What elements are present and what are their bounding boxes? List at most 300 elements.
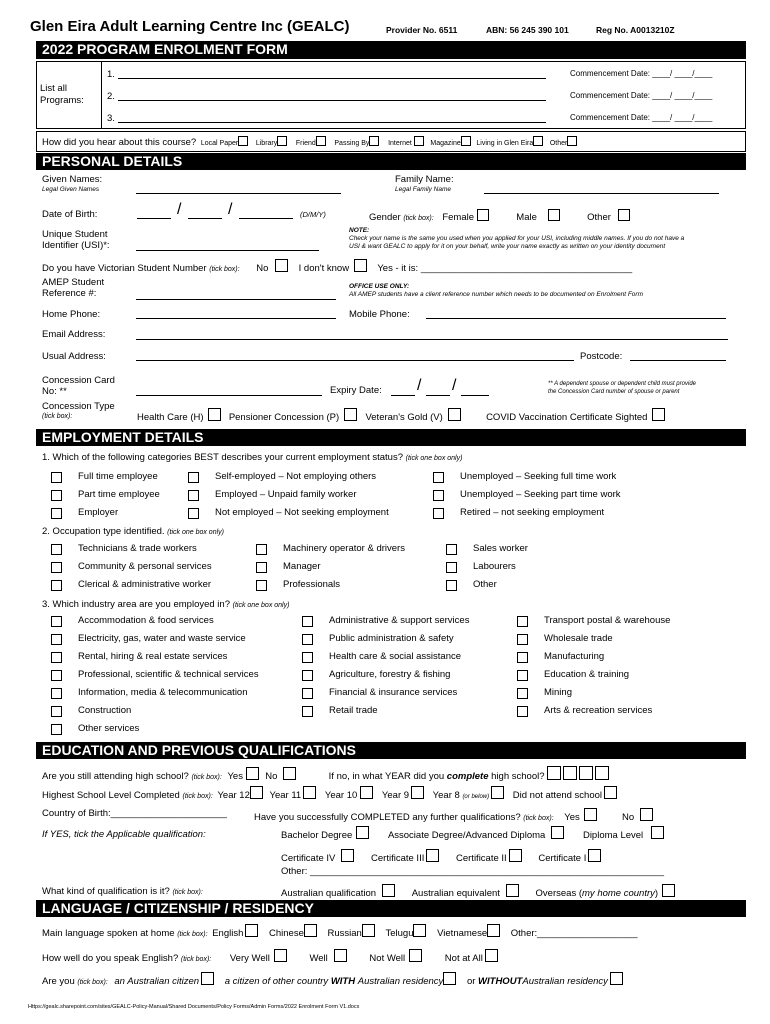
mobile-phone-label: Mobile Phone: bbox=[349, 309, 410, 320]
industry-option-label: Mining bbox=[544, 687, 572, 698]
vsn-row bbox=[42, 259, 632, 274]
hear-option-label: Living in Glen Eira bbox=[476, 140, 534, 147]
gender-other-checkbox[interactable] bbox=[618, 209, 630, 221]
hs-row bbox=[42, 766, 609, 782]
form-title-bar bbox=[36, 41, 746, 59]
employment-status-checkbox[interactable] bbox=[51, 508, 62, 519]
industry-option-label: Education & training bbox=[544, 669, 630, 680]
employment-status-checkbox[interactable] bbox=[433, 472, 444, 483]
industry-checkbox[interactable] bbox=[51, 670, 62, 681]
pensioner-checkbox[interactable] bbox=[344, 408, 357, 421]
occupation-checkbox[interactable] bbox=[51, 562, 62, 573]
citizen-without-post: Australian residency bbox=[522, 976, 608, 987]
gender-row bbox=[369, 209, 630, 223]
year-digit-box-4[interactable] bbox=[595, 766, 609, 780]
kind-equivalent-checkbox[interactable] bbox=[506, 884, 519, 897]
year12-checkbox[interactable] bbox=[250, 786, 263, 799]
legal-given-label: Legal Given Names bbox=[42, 186, 100, 193]
q1-row bbox=[42, 452, 462, 463]
expiry-slash-2: / bbox=[452, 377, 457, 394]
postcode-field[interactable] bbox=[630, 360, 726, 361]
covid-checkbox[interactable] bbox=[652, 408, 665, 421]
industry-checkbox[interactable] bbox=[517, 634, 528, 645]
dob-format: (D/M/Y) bbox=[300, 210, 326, 219]
occupation-option-label: Manager bbox=[283, 561, 321, 572]
education-heading-bar bbox=[36, 742, 746, 759]
cert-iii-checkbox[interactable] bbox=[426, 849, 439, 862]
overseas-pre: Overseas ( bbox=[535, 888, 583, 899]
lang-vietnamese-label: Vietnamese bbox=[437, 928, 488, 939]
citizenship-row bbox=[42, 972, 623, 987]
kind-tick-note: (tick box): bbox=[172, 889, 203, 896]
qual-diploma-checkbox[interactable] bbox=[651, 826, 664, 839]
industry-checkbox[interactable] bbox=[302, 652, 313, 663]
industry-checkbox[interactable] bbox=[517, 652, 528, 663]
given-names-field[interactable] bbox=[136, 193, 341, 194]
occupation-option-label: Professionals bbox=[283, 579, 341, 590]
family-name-label: Family Name: bbox=[395, 174, 454, 185]
occupation-option-label: Community & personal services bbox=[78, 561, 212, 572]
hear-option-label: Internet bbox=[388, 140, 412, 147]
qual-diploma-label: Diploma Level bbox=[582, 830, 644, 841]
speak-question: How well do you speak English? bbox=[42, 953, 179, 964]
health-care-label: Health Care (H) bbox=[137, 412, 204, 423]
hear-option-library[interactable] bbox=[256, 140, 287, 147]
hear-option-label: Passing By bbox=[334, 140, 370, 147]
footer-path: Https://gealc.sharepoint.com/sites/GEALC-Policy-Manual/Shared Documents/Policy Forms/Admin Forms/2022 Enrolment Form V1.docx bbox=[28, 1004, 360, 1010]
employment-status-option-label: Part time employee bbox=[78, 489, 160, 500]
speak-well-checkbox[interactable] bbox=[334, 949, 347, 962]
address-label: Usual Address: bbox=[42, 351, 106, 362]
industry-option-label: Rental, hiring & real estate services bbox=[78, 651, 228, 662]
vsn-no-label: No bbox=[256, 263, 269, 274]
dob-year-field[interactable] bbox=[239, 218, 293, 219]
veterans-checkbox[interactable] bbox=[448, 408, 461, 421]
program-3-num: 3. bbox=[107, 113, 115, 124]
usi-note-line-1: Check your name is the same you used when you applied for your USI, including middle names. If you do not have a bbox=[349, 235, 685, 242]
dob-label: Date of Birth: bbox=[42, 209, 98, 220]
program-2-num: 2. bbox=[107, 91, 115, 102]
hear-option-internet[interactable] bbox=[388, 140, 424, 147]
further-no-checkbox[interactable] bbox=[640, 808, 653, 821]
qual-associate-checkbox[interactable] bbox=[551, 826, 564, 839]
hear-option-label: Local Paper bbox=[200, 140, 239, 147]
email-label: Email Address: bbox=[42, 329, 106, 340]
year-q-post: high school? bbox=[491, 771, 545, 782]
employment-status-option-label: Retired – not seeking employment bbox=[460, 507, 605, 518]
expiry-slash-1: / bbox=[417, 377, 422, 394]
q2-row bbox=[42, 526, 224, 537]
industry-checkbox[interactable] bbox=[51, 652, 62, 663]
occupation-option-label: Clerical & administrative worker bbox=[78, 579, 212, 590]
qual-bachelor-label: Bachelor Degree bbox=[281, 830, 353, 841]
checkbox[interactable] bbox=[414, 136, 424, 146]
dependant-note-2: the Concession Card number of spouse or parent bbox=[548, 389, 680, 395]
year11-checkbox[interactable] bbox=[303, 786, 316, 799]
q1-question: 1. Which of the following categories BEST describes your current employment status? bbox=[42, 452, 403, 463]
further-yes-checkbox[interactable] bbox=[584, 808, 597, 821]
occupation-checkbox[interactable] bbox=[446, 580, 457, 591]
year9-label: Year 9 bbox=[381, 790, 410, 801]
lang-russian-label: Russian bbox=[327, 928, 362, 939]
abn: ABN: 56 245 390 101 bbox=[486, 25, 569, 35]
industry-option-label: Professional, scientific & technical services bbox=[78, 669, 259, 680]
hear-option-other[interactable] bbox=[550, 140, 578, 147]
industry-option-label: Transport postal & warehouse bbox=[544, 615, 671, 626]
further-question: Have you successfully COMPLETED any further qualifications? bbox=[254, 812, 521, 823]
occupation-option-label: Other bbox=[473, 579, 497, 590]
speak-not-well-checkbox[interactable] bbox=[409, 949, 422, 962]
citizen-with: WITH bbox=[330, 976, 356, 987]
did-not-checkbox[interactable] bbox=[604, 786, 617, 799]
employment-status-option-label: Not employed – Not seeking employment bbox=[215, 507, 389, 518]
occupation-checkbox[interactable] bbox=[446, 562, 457, 573]
hs-yes-label: Yes bbox=[227, 771, 243, 782]
occupation-option-label: Machinery operator & drivers bbox=[283, 543, 405, 554]
industry-option-label: Arts & recreation services bbox=[544, 705, 653, 716]
lang-russian-checkbox[interactable] bbox=[362, 924, 375, 937]
kind-overseas-checkbox[interactable] bbox=[662, 884, 675, 897]
checkbox[interactable] bbox=[238, 136, 248, 146]
usi-note-line-2: USI & want GEALC to apply for it on your behalf, write your name exactly as written on your identity document bbox=[349, 243, 666, 250]
industry-option-label: Accommodation & food services bbox=[78, 615, 214, 626]
amep-field[interactable] bbox=[136, 299, 336, 300]
programs-divider bbox=[101, 61, 102, 129]
employment-status-option-label: Employer bbox=[78, 507, 119, 518]
industry-option-label: Administrative & support services bbox=[329, 615, 470, 626]
provider-number: Provider No. 6511 bbox=[386, 25, 458, 35]
industry-checkbox[interactable] bbox=[51, 616, 62, 627]
main-language-question: Main language spoken at home bbox=[42, 928, 175, 939]
industry-option-label: Public administration & safety bbox=[329, 633, 454, 644]
certs-row bbox=[281, 849, 601, 864]
occupation-checkbox[interactable] bbox=[256, 562, 267, 573]
year10-checkbox[interactable] bbox=[360, 786, 373, 799]
checkbox[interactable] bbox=[277, 136, 287, 146]
concession-card-field[interactable] bbox=[136, 395, 322, 396]
speak-tick-note: (tick box): bbox=[180, 956, 212, 963]
kind-options-row bbox=[281, 884, 675, 899]
programs-label: List all Programs: bbox=[40, 83, 84, 106]
education-heading: EDUCATION AND PREVIOUS QUALIFICATIONS bbox=[42, 742, 356, 758]
employment-status-option-label: Unemployed – Seeking full time work bbox=[460, 471, 617, 482]
q1-note: (tick one box only) bbox=[405, 455, 463, 462]
hear-option-label: Other bbox=[549, 140, 568, 147]
expiry-day-field[interactable] bbox=[391, 395, 415, 396]
legal-family-label: Legal Family Name bbox=[395, 186, 451, 193]
lang-chinese-checkbox[interactable] bbox=[304, 924, 317, 937]
gender-male-checkbox[interactable] bbox=[548, 209, 560, 221]
hs-yes-checkbox[interactable] bbox=[246, 767, 259, 780]
citizen-other-post: Australian residency bbox=[357, 976, 444, 987]
gender-label: Gender bbox=[369, 212, 401, 223]
language-tick-note: (tick box): bbox=[177, 931, 208, 938]
concession-tick-note: (tick box): bbox=[42, 413, 73, 420]
form-title: 2022 PROGRAM ENROLMENT FORM bbox=[42, 41, 288, 57]
lang-telugu-label: Telugu bbox=[385, 928, 414, 939]
occupation-option-label: Sales worker bbox=[473, 543, 528, 554]
citizen-without-checkbox[interactable] bbox=[610, 972, 623, 985]
industry-option-label: Retail trade bbox=[329, 705, 378, 716]
if-yes-label: If YES, tick the Applicable qualification: bbox=[42, 829, 206, 840]
q3-question: 3. Which industry area are you employed in? bbox=[42, 599, 230, 610]
q2-question: 2. Occupation type identified. bbox=[42, 526, 165, 537]
hear-option-local-paper[interactable] bbox=[201, 140, 248, 147]
year-q-bold: complete bbox=[446, 771, 489, 782]
personal-heading: PERSONAL DETAILS bbox=[42, 153, 183, 169]
q3-row bbox=[42, 599, 289, 610]
cert-iv-label: Certificate IV bbox=[281, 853, 336, 864]
did-not-label: Did not attend school bbox=[512, 790, 603, 801]
home-phone-label: Home Phone: bbox=[42, 309, 101, 320]
citizenship-tick-note: (tick box): bbox=[77, 979, 108, 986]
other-qual-field[interactable]: Other: ___________________________________________________________________ bbox=[281, 866, 665, 877]
industry-option-label: Electricity, gas, water and waste service bbox=[78, 633, 246, 644]
org-title: Glen Eira Adult Learning Centre Inc (GEALC) bbox=[30, 18, 350, 35]
citizen-other-pre: a citizen of other country bbox=[224, 976, 329, 987]
employment-status-option-label: Unemployed – Seeking part time work bbox=[460, 489, 621, 500]
hs-no-checkbox[interactable] bbox=[283, 767, 296, 780]
gender-other-label: Other bbox=[587, 212, 611, 223]
employment-status-checkbox[interactable] bbox=[51, 472, 62, 483]
employment-status-option-label: Full time employee bbox=[78, 471, 158, 482]
email-field[interactable] bbox=[136, 339, 728, 340]
year-digit-box-1[interactable] bbox=[547, 766, 561, 780]
kind-question-row bbox=[42, 886, 203, 897]
highest-row bbox=[42, 786, 617, 801]
employment-status-checkbox[interactable] bbox=[188, 472, 199, 483]
kind-australian-checkbox[interactable] bbox=[382, 884, 395, 897]
expiry-label: Expiry Date: bbox=[330, 385, 382, 396]
checkbox[interactable] bbox=[316, 136, 326, 146]
program-1-field[interactable] bbox=[118, 78, 546, 79]
employment-status-option-label: Self-employed – Not employing others bbox=[215, 471, 377, 482]
checkbox[interactable] bbox=[461, 136, 471, 146]
employment-status-checkbox[interactable] bbox=[51, 490, 62, 501]
speak-row bbox=[42, 949, 498, 964]
checkbox[interactable] bbox=[533, 136, 543, 146]
industry-checkbox[interactable] bbox=[302, 616, 313, 627]
checkbox[interactable] bbox=[369, 136, 379, 146]
hear-option-passing-by[interactable] bbox=[334, 140, 379, 147]
language-heading-bar bbox=[36, 900, 746, 917]
kind-equivalent-label: Australian equivalent bbox=[411, 888, 500, 899]
occupation-checkbox[interactable] bbox=[256, 544, 267, 555]
industry-checkbox[interactable] bbox=[302, 670, 313, 681]
personal-heading-bar bbox=[36, 153, 746, 170]
postcode-label: Postcode: bbox=[580, 351, 623, 362]
industry-checkbox[interactable] bbox=[517, 688, 528, 699]
amep-label: AMEP Student Reference #: bbox=[42, 277, 105, 299]
health-care-checkbox[interactable] bbox=[208, 408, 221, 421]
cert-ii-label: Certificate II bbox=[456, 853, 507, 864]
employment-status-checkbox[interactable] bbox=[188, 508, 199, 519]
gender-female-label: Female bbox=[442, 212, 474, 223]
occupation-checkbox[interactable] bbox=[256, 580, 267, 591]
citizen-without: WITHOUT bbox=[478, 976, 523, 987]
reg-number: Reg No. A0013210Z bbox=[596, 25, 675, 35]
employment-status-option-label: Employed – Unpaid family worker bbox=[215, 489, 357, 500]
further-no-label: No bbox=[622, 812, 635, 823]
year-digit-box-3[interactable] bbox=[579, 766, 593, 780]
concession-type-label: Concession Type bbox=[42, 401, 115, 412]
address-field[interactable] bbox=[136, 360, 574, 361]
year-q-pre: If no, in what YEAR did you bbox=[328, 771, 445, 782]
expiry-month-field[interactable] bbox=[426, 395, 450, 396]
usi-field[interactable] bbox=[136, 250, 319, 251]
kind-australian-label: Australian qualification bbox=[281, 888, 377, 899]
vsn-dont-know-label: I don't know bbox=[298, 263, 350, 274]
home-phone-field[interactable] bbox=[136, 318, 336, 319]
covid-label: COVID Vaccination Certificate Sighted bbox=[486, 412, 648, 423]
kind-question: What kind of qualification is it? bbox=[42, 886, 170, 897]
industry-checkbox[interactable] bbox=[517, 670, 528, 681]
cert-i-label: Certificate I bbox=[538, 853, 587, 864]
given-names-label: Given Names: bbox=[42, 174, 103, 185]
program-2-date[interactable]: Commencement Date: ____/ ____/____ bbox=[570, 91, 713, 100]
industry-option-label: Manufacturing bbox=[544, 651, 605, 662]
dob-day-field[interactable] bbox=[137, 218, 171, 219]
country-field[interactable]: Country of Birth:______________________ bbox=[42, 808, 227, 819]
occupation-checkbox[interactable] bbox=[446, 544, 457, 555]
lang-english-label: English bbox=[212, 928, 244, 939]
year8-label: Year 8 bbox=[432, 790, 460, 801]
industry-checkbox[interactable] bbox=[517, 706, 528, 717]
family-name-field[interactable] bbox=[484, 193, 719, 194]
q3-note: (tick one box only) bbox=[232, 602, 290, 609]
industry-option-label: Construction bbox=[78, 705, 132, 716]
language-row bbox=[42, 924, 638, 939]
quals-row bbox=[281, 826, 664, 841]
speak-very-well-checkbox[interactable] bbox=[274, 949, 287, 962]
expiry-year-field[interactable] bbox=[461, 395, 489, 396]
program-1-date[interactable]: Commencement Date: ____/ ____/____ bbox=[570, 69, 713, 78]
year11-label: Year 11 bbox=[269, 790, 302, 801]
hear-option-friend[interactable] bbox=[296, 140, 326, 147]
cert-iii-label: Certificate III bbox=[371, 853, 425, 864]
hear-option-magazine[interactable] bbox=[430, 140, 470, 147]
hear-question: How did you hear about this course? bbox=[42, 137, 197, 148]
veterans-label: Veteran's Gold (V) bbox=[365, 412, 443, 423]
year9-checkbox[interactable] bbox=[411, 786, 424, 799]
employment-heading-bar bbox=[36, 429, 746, 446]
industry-option-label: Agriculture, forestry & fishing bbox=[329, 669, 451, 680]
dob-month-field[interactable] bbox=[188, 218, 222, 219]
vsn-tick-note: (tick box): bbox=[209, 266, 240, 273]
program-2-field[interactable] bbox=[118, 100, 546, 101]
dob-slash-1: / bbox=[177, 201, 182, 218]
industry-checkbox[interactable] bbox=[302, 688, 313, 699]
industry-checkbox[interactable] bbox=[51, 724, 62, 735]
lang-english-checkbox[interactable] bbox=[245, 924, 258, 937]
industry-checkbox[interactable] bbox=[517, 616, 528, 627]
occupation-option-label: Labourers bbox=[473, 561, 516, 572]
program-3-field[interactable] bbox=[118, 122, 546, 123]
kind-overseas-label bbox=[536, 888, 659, 899]
overseas-post: ) bbox=[654, 888, 659, 899]
gender-tick-note: (tick box): bbox=[403, 215, 434, 222]
qual-associate-label: Associate Degree/Advanced Diploma bbox=[387, 830, 546, 841]
cert-i-checkbox[interactable] bbox=[588, 849, 601, 862]
dob-slash-2: / bbox=[228, 201, 233, 218]
cert-ii-checkbox[interactable] bbox=[509, 849, 522, 862]
lang-chinese-label: Chinese bbox=[269, 928, 304, 939]
industry-checkbox[interactable] bbox=[302, 706, 313, 717]
industry-checkbox[interactable] bbox=[51, 634, 62, 645]
hs-question: Are you still attending high school? bbox=[42, 771, 189, 782]
citizen-with-checkbox[interactable] bbox=[443, 972, 456, 985]
or-label: or bbox=[466, 976, 476, 987]
concession-type-row bbox=[137, 408, 665, 423]
highest-tick-note: (tick box): bbox=[182, 793, 213, 800]
year8-checkbox[interactable] bbox=[491, 786, 504, 799]
year-digit-box-2[interactable] bbox=[563, 766, 577, 780]
speak-very-well-label: Very Well bbox=[229, 953, 270, 964]
vsn-no-checkbox[interactable] bbox=[275, 259, 288, 272]
employment-heading: EMPLOYMENT DETAILS bbox=[42, 429, 204, 445]
lang-vietnamese-checkbox[interactable] bbox=[487, 924, 500, 937]
hear-row bbox=[42, 136, 577, 148]
year12-label: Year 12 bbox=[217, 790, 250, 801]
vsn-yes-label[interactable]: Yes - it is: ________________________________________ bbox=[377, 263, 633, 274]
employment-status-checkbox[interactable] bbox=[433, 508, 444, 519]
vsn-dont-know-checkbox[interactable] bbox=[354, 259, 367, 272]
speak-well-label: Well bbox=[309, 953, 328, 964]
industry-option-label: Information, media & telecommunication bbox=[78, 687, 248, 698]
speak-not-at-all-checkbox[interactable] bbox=[485, 949, 498, 962]
employment-status-checkbox[interactable] bbox=[433, 490, 444, 501]
industry-checkbox[interactable] bbox=[51, 688, 62, 699]
usi-label: Unique Student Identifier (USI)*: bbox=[42, 229, 110, 251]
concession-card-label: Concession Card No: ** bbox=[42, 375, 115, 397]
mobile-phone-field[interactable] bbox=[426, 318, 726, 319]
dependant-note-1: ** A dependent spouse or dependent child must provide bbox=[548, 381, 696, 387]
occupation-option-label: Technicians & trade workers bbox=[78, 543, 197, 554]
industry-option-label: Health care & social assistance bbox=[329, 651, 462, 662]
industry-option-label: Financial & insurance services bbox=[329, 687, 458, 698]
hear-option-label: Library bbox=[255, 140, 278, 147]
hear-option-label: Friend bbox=[295, 140, 316, 147]
hear-option-glen-eira[interactable] bbox=[476, 140, 543, 147]
hs-tick-note: (tick box): bbox=[191, 774, 222, 781]
language-heading: LANGUAGE / CITIZENSHIP / RESIDENCY bbox=[42, 900, 314, 916]
industry-option-label: Other services bbox=[78, 723, 140, 734]
industry-checkbox[interactable] bbox=[302, 634, 313, 645]
usi-note-title: NOTE: bbox=[349, 227, 370, 234]
office-use-text: All AMEP students have a client reference number which needs to be documented on Enrolment Form bbox=[349, 291, 643, 298]
lang-telugu-checkbox[interactable] bbox=[413, 924, 426, 937]
speak-not-at-all-label: Not at All bbox=[444, 953, 483, 964]
industry-checkbox[interactable] bbox=[51, 706, 62, 717]
lang-other-field[interactable]: Other:___________________ bbox=[510, 928, 638, 939]
employment-status-checkbox[interactable] bbox=[188, 490, 199, 501]
qual-bachelor-checkbox[interactable] bbox=[356, 826, 369, 839]
q2-note: (tick one box only) bbox=[167, 529, 224, 536]
are-you-label: Are you bbox=[42, 976, 75, 987]
program-1-num: 1. bbox=[107, 69, 115, 80]
cert-iv-checkbox[interactable] bbox=[341, 849, 354, 862]
gender-female-checkbox[interactable] bbox=[477, 209, 489, 221]
program-3-date[interactable]: Commencement Date: ____/ ____/____ bbox=[570, 113, 713, 122]
citizen-australian-checkbox[interactable] bbox=[201, 972, 214, 985]
occupation-checkbox[interactable] bbox=[51, 580, 62, 591]
pensioner-label: Pensioner Concession (P) bbox=[228, 412, 340, 423]
occupation-checkbox[interactable] bbox=[51, 544, 62, 555]
checkbox[interactable] bbox=[567, 136, 577, 146]
further-yes-label: Yes bbox=[564, 812, 580, 823]
gender-male-label: Male bbox=[516, 212, 537, 223]
overseas-italic: my home country bbox=[582, 888, 655, 899]
